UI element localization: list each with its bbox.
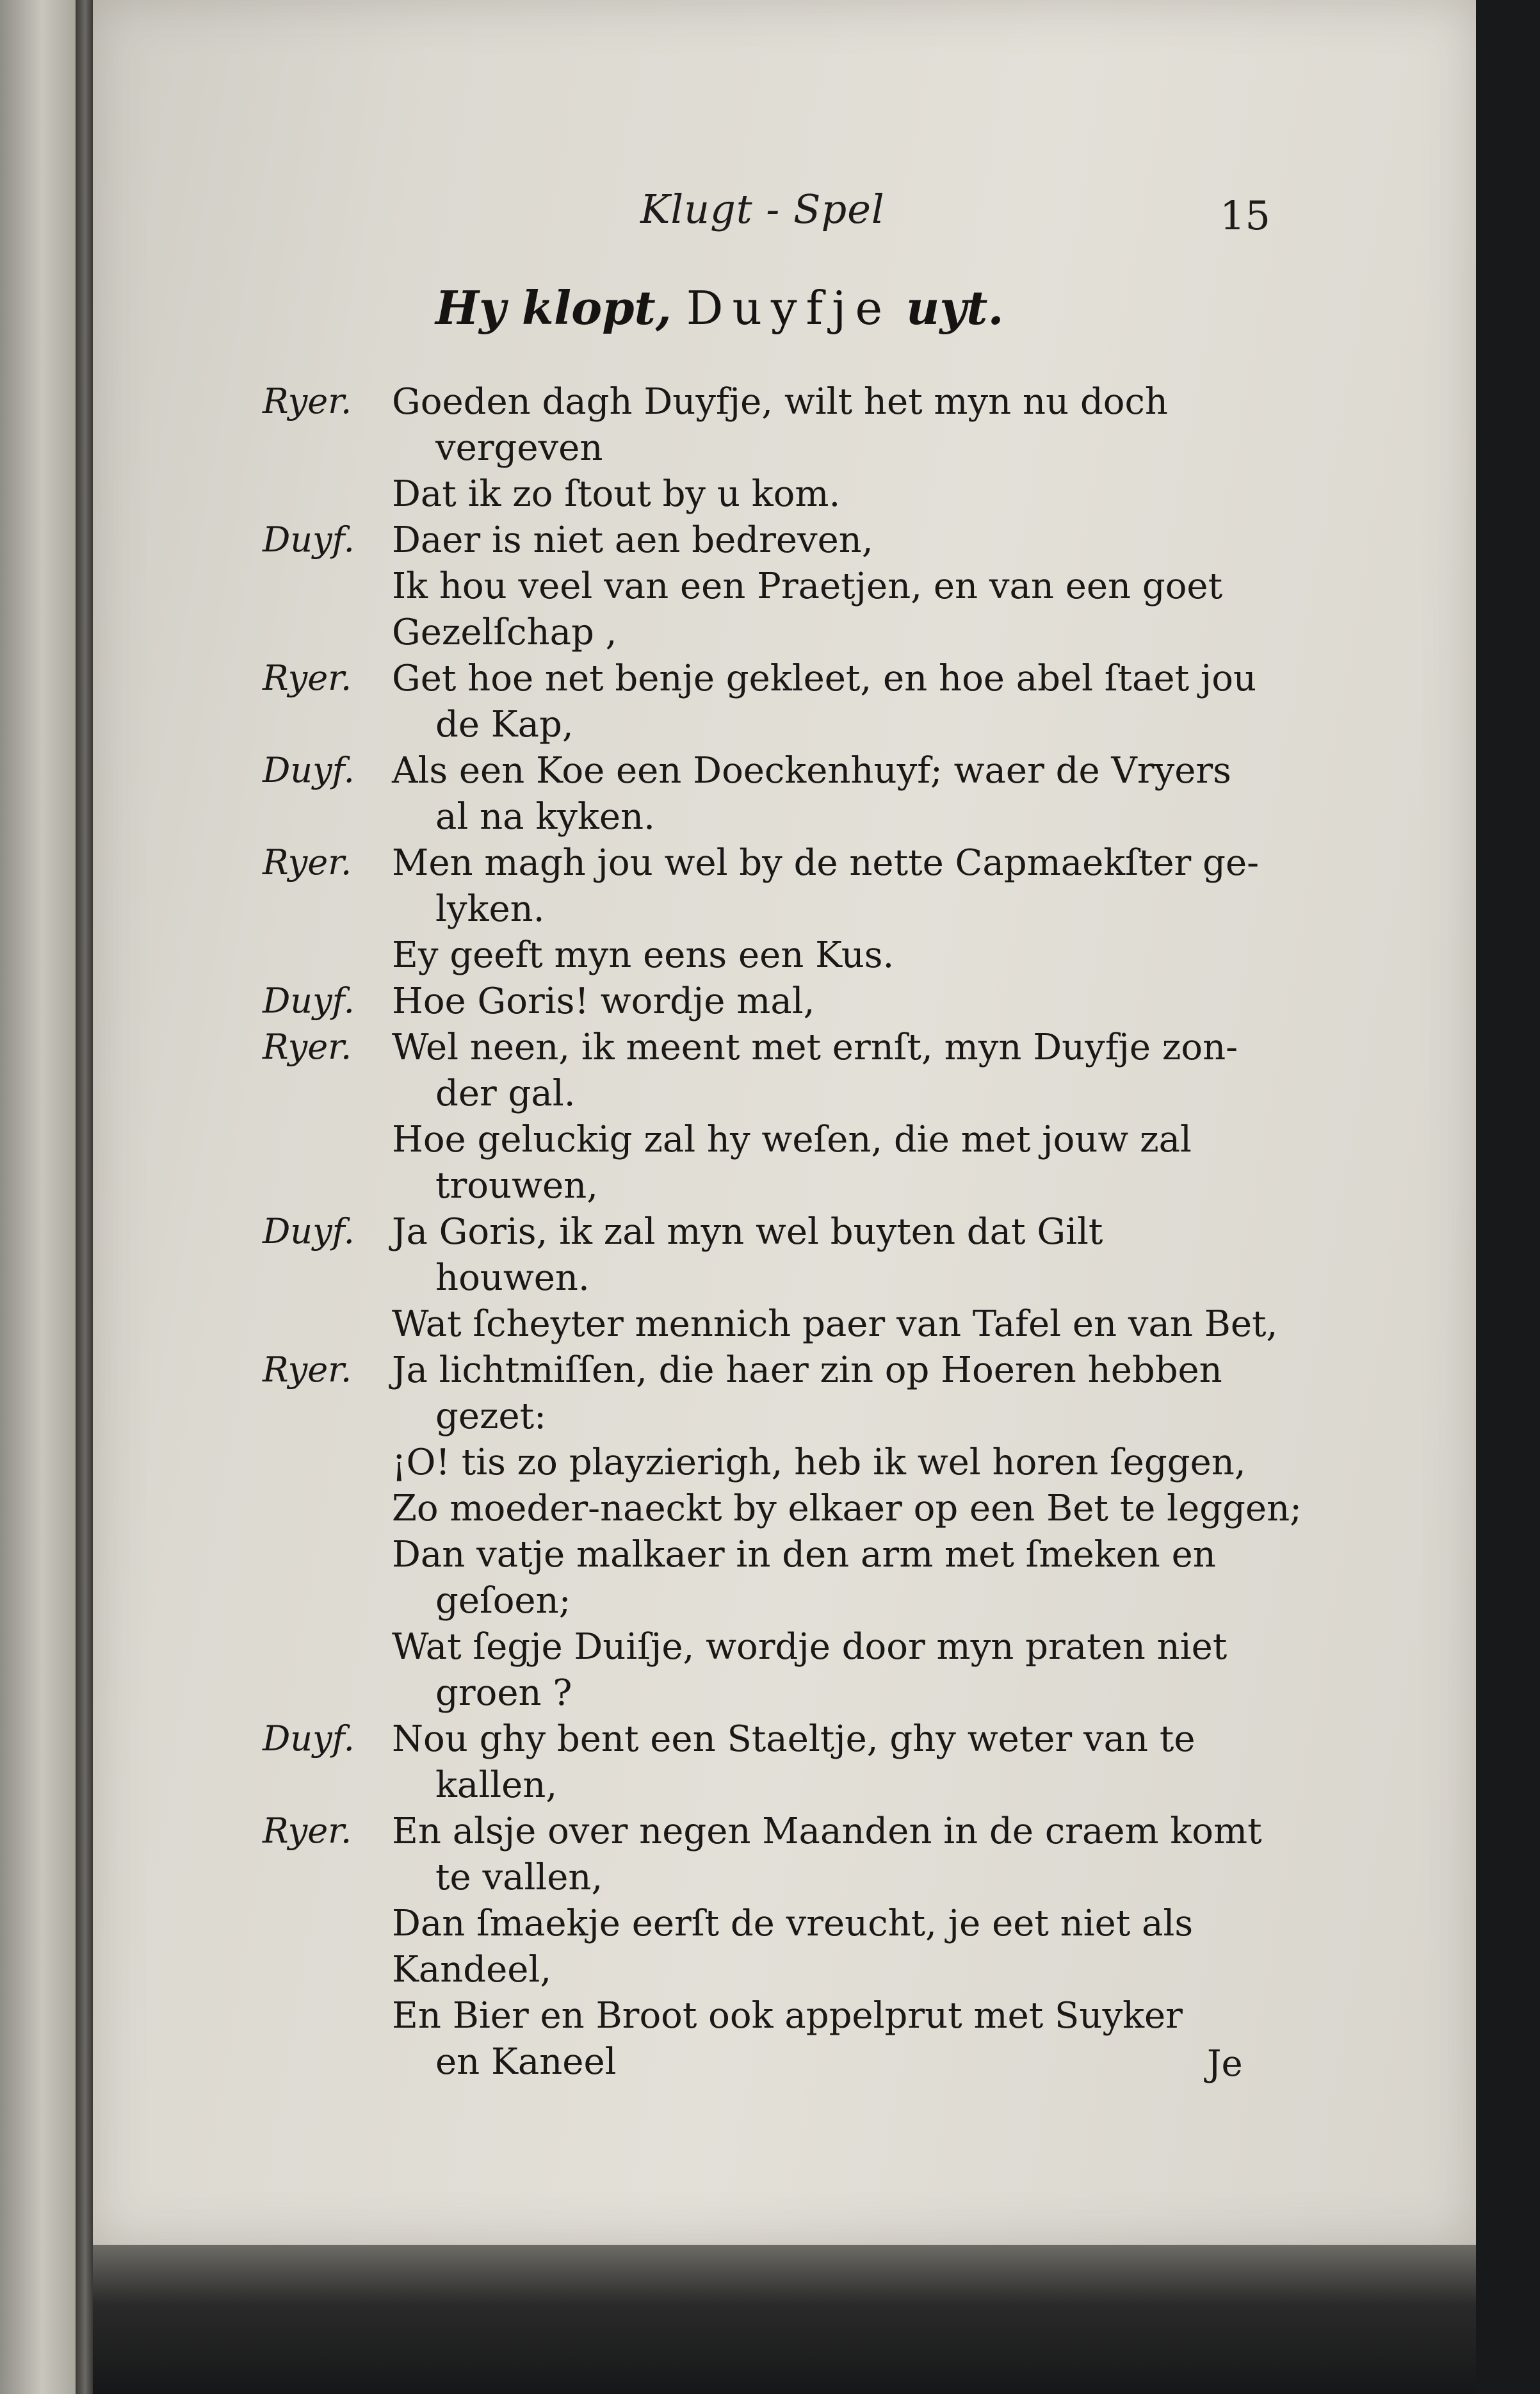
dialogue-line: houwen. [435,1257,590,1299]
speaker-label: Duyf. [263,1211,355,1251]
dialogue-line: de Kap, [435,704,574,745]
scene-heading [435,281,1004,335]
scene-heading-name: Duyfje [686,281,892,335]
dialogue-line: Dat ik zo ſtout by u kom. [392,473,841,515]
dialogue-line: en Kaneel [435,2041,617,2083]
dialogue-line: lyken. [435,888,545,930]
speaker-label: Ryer. [263,1811,352,1851]
dialogue-line: Hoe geluckig zal hy weſen, die met jouw zal [392,1119,1192,1160]
dialogue-line: Daer is niet aen bedreven, [392,519,873,561]
dialogue-line: Ik hou veel van een Praetjen, en van een goet [392,566,1223,607]
speaker-label: Ryer. [263,381,352,421]
dialogue-line: groen ? [435,1672,572,1714]
dialogue-line: En alsje over negen Maanden in de craem komt [392,1811,1262,1852]
dialogue-line: Dan ſmaekje eerſt de vreucht, je eet niet als [392,1903,1194,1944]
dialogue-line: Ja lichtmiſſen, die haer zin op Hoeren hebben [392,1349,1222,1391]
dialogue-line: En Bier en Broot ook appelprut met Suyker [392,1995,1183,2037]
dialogue-line: Kandeel, [392,1949,552,1991]
speaker-label: Duyf. [263,981,355,1021]
dialogue-line: trouwen, [435,1165,598,1207]
book-gutter [76,0,95,2394]
page-number: 15 [1220,192,1270,239]
speaker-label: Ryer. [263,842,352,883]
speaker-label: Duyf. [263,1718,355,1759]
dialogue-line: te vallen, [435,1857,603,1898]
dialogue-line: geſoen; [435,1580,571,1622]
dialogue-line: gezet: [435,1396,547,1437]
catchword: Je [1207,2043,1243,2085]
dialogue-line: Goeden dagh Duyfje, wilt het myn nu doch [392,381,1168,423]
dialogue-line: Dan vatje malkaer in den arm met ſmeken en [392,1534,1216,1576]
speaker-label: Duyf. [263,750,355,790]
dialogue-line: Ja Goris, ik zal myn wel buyten dat Gilt [392,1211,1103,1253]
dialogue-line: Als een Koe een Doeckenhuyf; waer de Vryers [392,750,1231,792]
dialogue-line: Nou ghy bent een Staeltje, ghy weter van te [392,1718,1196,1760]
dialogue-line: Hoe Goris! wordje mal, [392,981,815,1022]
dialogue-line: Zo moeder-naeckt by elkaer op een Bet te leggen; [392,1488,1302,1529]
dialogue-line: al na kyken. [435,796,655,838]
dialogue-line: Gezelſchap , [392,612,617,653]
facing-page-edge [0,0,77,2394]
scene-heading-suffix: uyt. [906,281,1004,335]
dialogue-line: Get hoe net benje gekleet, en hoe abel ſtaet jou [392,658,1257,699]
dialogue-line: der gal. [435,1073,576,1114]
dialogue-line: Wel neen, ik meent met ernſt, myn Duyfje zon- [392,1027,1238,1068]
dialogue-line: Wat ſcheyter mennich paer van Tafel en van Bet, [392,1303,1278,1345]
speaker-label: Ryer. [263,658,352,698]
speaker-label: Duyf. [263,519,355,560]
dialogue-line: Men magh jou wel by de nette Capmaekſter ge- [392,842,1260,884]
dialogue-line: kallen, [435,1764,558,1806]
page-bottom-shadow [93,2245,1476,2394]
speaker-label: Ryer. [263,1349,352,1390]
dialogue-line: Ey geeft myn eens een Kus. [392,934,895,976]
speaker-label: Ryer. [263,1027,352,1067]
dialogue-line: vergeven [435,427,603,469]
running-head: Klugt - Spel [640,186,885,232]
dialogue-line: ¡O! tis zo playzierigh, heb ik wel horen ſeggen, [392,1442,1246,1483]
dialogue-line: Wat ſegje Duiſje, wordje door myn praten niet [392,1626,1228,1668]
scene-heading-prefix: Hy klopt, [435,281,672,335]
